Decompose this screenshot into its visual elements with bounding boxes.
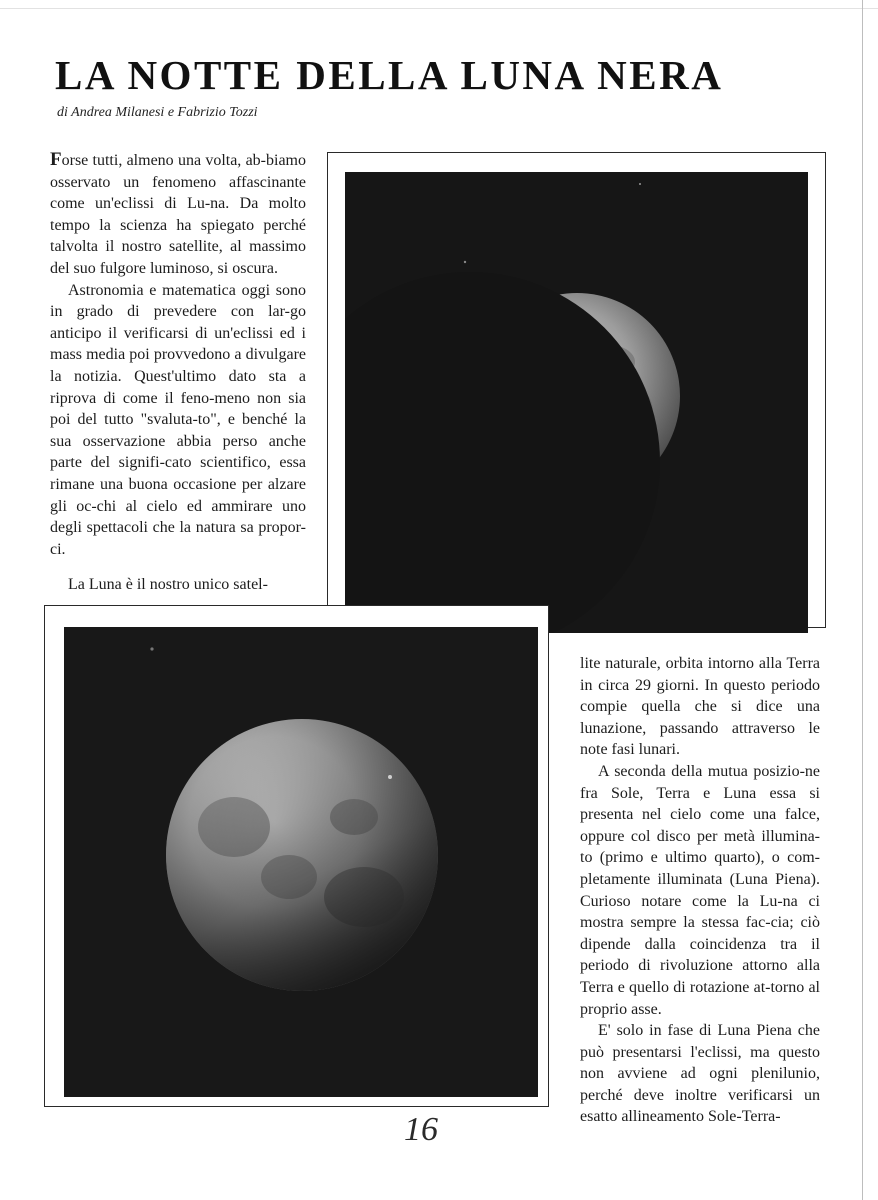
scan-edge-right: [862, 0, 863, 1200]
drop-cap: F: [50, 149, 62, 170]
paragraph-phases: A seconda della mutua posizio-ne fra Sole, Terra e Luna essa si presenta nel cielo come una falce, oppure col disco per metà illumina-to (primo e ultimo quarto), o com-pletamente illuminata (Luna Piena). Curioso notare come la Lu-na ci mostra sempre la stessa fac-cia; ciò dipende dalla coincidenza tra il periodo di rivoluzione attorno alla Terra e quello di rotazione at-torno al proprio asse.: [580, 762, 820, 1018]
article-title: LA NOTTE DELLA LUNA NERA: [55, 52, 724, 98]
eclipse-image-top: [345, 172, 808, 633]
body-column-left: [50, 149, 306, 560]
paragraph-astronomy: Astronomia e matematica oggi sono in grado di prevedere con lar-go anticipo il verificarsi di un'eclissi ed i mass media poi provvedono a divulgare la notizia. Quest'ultimo dato sta a riprova di come il feno-meno non sia poi del tutto "svaluta-to", e benché la sua osservazione abbia perso anche parte del signifi-cato scientifico, essa rimane una buona occasione per alzare gli oc-chi al cielo ed ammirare uno degli spettacoli che la natura sa propor-ci.: [50, 281, 306, 558]
eclipse-image-bottom: [64, 627, 538, 1097]
eclipse-photo-bottom: [64, 627, 538, 1097]
paragraph-intro: [50, 149, 306, 280]
scan-edge-top: [0, 8, 878, 9]
page-number: 16: [404, 1111, 438, 1148]
paragraph-full-moon: E' solo in fase di Luna Piena che può presentarsi l'eclissi, ma questo non avviene ad ogni plenilunio, perché deve inoltre verificarsi un esatto allineamento Sole-Terra-: [580, 1022, 820, 1126]
paragraph-moon-start: La Luna è il nostro unico satel-: [68, 576, 268, 593]
body-column-left-end: [50, 574, 288, 596]
eclipse-photo-top: [345, 172, 808, 633]
body-column-right: [580, 653, 820, 1128]
paragraph-moon-cont: lite naturale, orbita intorno alla Terra in circa 29 giorni. In questo periodo compie quella che si dice una lunazione, passando attraverso le note fasi lunari.: [580, 655, 820, 759]
paragraph-intro-text: orse tutti, almeno una volta, ab-biamo osservato un fenomeno affascinante come un'eclissi di Lu-na. Da molto tempo la scienza ha spiegato perché talvolta il nostro satellite, al massimo del suo fulgore luminoso, si oscura.: [50, 152, 306, 277]
article-byline: di Andrea Milanesi e Fabrizio Tozzi: [57, 105, 258, 120]
